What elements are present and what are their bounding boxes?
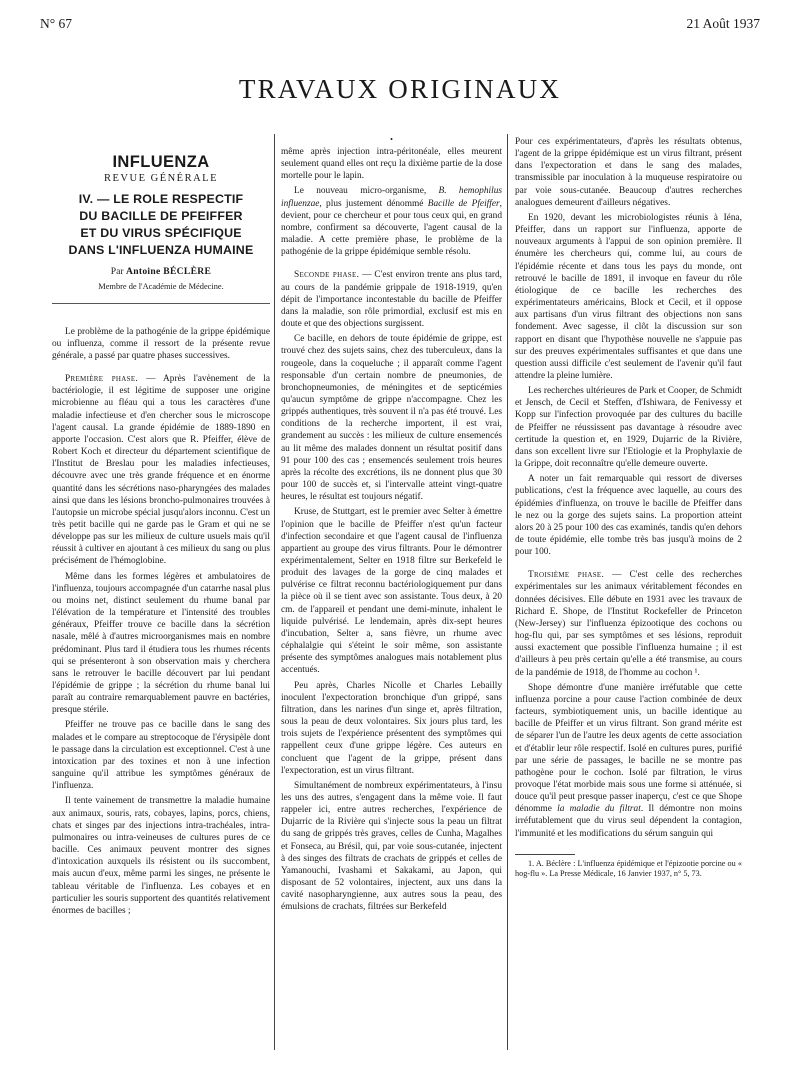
paragraph-text: . Il démontre non moins irréfutablement que du virus seul dépendent la contagion, l'immunité et les modifications du sérum sanguin qui (515, 804, 742, 839)
article-title-block (52, 153, 270, 304)
issue-date: 21 Août 1937 (686, 16, 760, 31)
paragraph-text: , plus justement dénommé (319, 198, 428, 209)
paragraph: En 1920, devant les microbiologistes réunis à Iéna, Pfeiffer, dans un rapport sur l'influenza, apporte de nouveaux arguments à l'appui de son opinion première. Il énumère les chercheurs qui, comme lui, au cours de l'épidémie récente et dans tous les pays du monde, ont retrouvé le bacille de 1891, il invoque en faveur du rôle étiologique de ce bacille les recherches des expérimentateurs américains, Block et Cecil, et il oppose aux partisans d'un virus filtrant des objections non sans fondement. Avec sagesse, il clôt la discussion sur son rapport en disant que l'hypothèse nouvelle ne s'appuie pas sur des preuves expérimentales suffisantes et que dans une question aussi difficile c'est seulement de l'avenir qu'il faut attendre la pleine lumière. (515, 212, 742, 381)
paragraph-text: Le nouveau micro-organisme, (294, 186, 439, 197)
part-title-line: DU BACILLE DE PFEIFFER (79, 209, 243, 224)
bacillus-name: Bacille de Pfeiffer (427, 198, 500, 209)
footnote-rule (515, 854, 575, 855)
emphasis: la maladie du filtrat (557, 804, 641, 815)
author-prefix: Par (110, 266, 124, 278)
column-rule-2 (507, 134, 508, 1050)
paragraph-text: — Après l'avènement de la bactériologie, il est légitime de supposer une origine microbienne au fléau qui a tous les caractères d'une maladie infectieuse et d'en chercher sous le microscope l'agent causal. La grande épidémie de 1889-1890 en apporte l'occasion. C'est alors que R. Pfeiffer, élève de Robert Koch et directeur du département scientifique de l'Institut de Breslau pour les maladies infectieuses, découvre avec une très grande fréquence et en énorme quantité dans les sécrétions naso-pharyngées des malades ainsi que dans les lésions broncho-pulmonaires trouvées à l'autopsie un microbe spécial jusqu'alors inconnu. C'est un très petit bacille qui ne garde pas le Gram et qui ne se développe pas sur les milieux de culture usuels mais qu'il réussit à cultiver en ajoutant à ces milieux du sang ou plus précisément de l'hémoglobine. (52, 374, 270, 567)
paragraph: Kruse, de Stuttgart, est le premier avec Selter à émettre l'opinion que le bacille de Pfeiffer n'est qu'un facteur d'infection secondaire et que l'agent causal de l'influenza appartient au groupe des virus filtrants. Pour le démontrer expérimentalement, Selter en 1918 filtre sur Berkefeld le produit des lavages de la gorge de cinq malades et pulvérise ce filtrat reconnu bactériologiquement pur dans la pièce où il se tient avec son assistante. Tous deux, à 20 cm. de l'appareil et pendant une demi-minute, inhalent le liquide pulvérisé. Le lendemain, après dix-sept heures d'incubation, Selter a, sans fièvre, un rhume avec céphalalgie qui s'éteint le soir même, son assistante présente des symptômes analogues mais notablement plus accentués. (281, 507, 502, 676)
paragraph (281, 185, 502, 258)
phase-heading: Première phase. (65, 374, 139, 385)
article-subtitle: REVUE GÉNÉRALE (103, 173, 219, 185)
paragraph: Même dans les formes légères et ambulatoires de l'influenza, toujours accompagnée d'un catarrhe nasal plus ou moins net, distinct seulement du rhume banal par l'élévation de la température et l'intensité des troubles généraux, Pfeiffer trouve ce bacille dans la sécrétion nasale, mêlé à d'autres microorganismes mais en nombre prédominant. Plus tard il étudiera tous les rhumes récents qui se présenteront à son observation mais y cherchera sans le retrouver le bacille découvert par lui pendant l'épidémie de grippe ; la sécrétion du rhume banal lui paraît au contraire remarquablement pauvre en bactéries, presque stérile. (52, 571, 270, 716)
ornament: • (390, 135, 393, 144)
paragraph: Les recherches ultérieures de Park et Cooper, de Schmidt et Jensch, de Cecil et Steffen, d'Ishiwara, de Fenivessy et Kopp sur l'infection provoquée par des cultures du bacille de Pfeiffer ne réussissent pas davantage à résoudre avec certitude la question et, en 1929, Dujarric de la Rivière, dans son excellent livre sur l'Etiologie et la Prophylaxie de la Grippe, doit reconnaître qu'elle demeure ouverte. (515, 386, 742, 470)
title-separator (52, 303, 270, 304)
paragraph-text: — C'est celle des recherches expérimentales sur les animaux véritablement fécondes en données décisives. Elle débute en 1931 avec les travaux de Richard E. Shope, de l'Institut Rockefeller de Princeton (New-Jersey) sur l'influenza épizootique des cochons ou hog-flu qui, par ses symptômes et ses lésions, reproduit aussi exactement que possible l'influenza humaine ; il est d'ailleurs à peu près certain qu'elle a été transmise, au cours de la pandémie de 1918, de l'homme au cochon ¹. (515, 570, 742, 678)
article-title: INFLUENZA (112, 153, 210, 171)
intro-paragraph: Le problème de la pathogénie de la grippe épidémique ou influenza, comme il ressort de la présente revue générale, a passé par quatre phases successives. (52, 326, 270, 361)
paragraph (515, 569, 742, 678)
paragraph: Peu après, Charles Nicolle et Charles Lebailly inoculent l'expectoration bronchique d'un grippé, sans filtration, dans les narines d'un singe et, après filtration, sous la peau de deux volontaires. Six jours plus tard, les trois sujets de l'expérience présentent des symptômes qui rappellent ceux d'une grippe légère. Ces auteurs en concluent que l'agent de la grippe, présent dans l'expectoration, est un virus filtrant. (281, 680, 502, 776)
paragraph (281, 269, 502, 330)
paragraph (515, 682, 742, 840)
paragraph: Simultanément de nombreux expérimentateurs, à l'insu les uns des autres, s'engagent dans la même voie. Il faut rappeler ici, entre autres recherches, l'expérience de Dujarric de la Rivière qui s'injecte sous la peau un filtrat du sang de grippés très graves, celles de Cunha, Magalhes et Fonseca, au Brésil, qui, par voie sous-cutanée, injectent à des singes des filtrats de crachats de grippés et celles de Yamanouchi, Ivashami et Sakakami, au Japon, qui disposant de 52 volontaires, injectent, aux uns dans la cavité nasopharyngienne, aux autres sous la peau, des émulsions de crachats, filtrées sur Berkefeld (281, 780, 502, 913)
author-line (52, 266, 270, 278)
footnote: 1. A. Béclère : L'influenza épidémique et l'épizootie porcine ou « hog-flu ». La Presse Médicale, 16 Janvier 1937, n° 5, 73. (515, 858, 742, 879)
paragraph: Il tente vainement de transmettre la maladie humaine aux animaux, souris, rats, cobayes, lapins, porcs, chiens, chats et singes par des injections intra-trachéales, intra-pulmonaires ou intra-veineuses de cultures pures de ce bacille. Ces animaux peuvent montrer des signes d'intoxication auxquels ils résistent ou ils succombent, mais aucun d'eux, même parmi les singes, ne présente le tableau véritable de l'influenza. Les cobayes et en particulier les souris supportent des quantités relativement énormes de bacilles ; (52, 796, 270, 916)
paragraph (52, 373, 270, 568)
author-affiliation: Membre de l'Académie de Médecine. (98, 282, 224, 292)
column-2 (281, 136, 502, 917)
paragraph: Pfeiffer ne trouve pas ce bacille dans le sang des malades et le compare au streptocoque de l'érysipèle dont le passage dans la circulation est exceptionnel. C'est à une intoxication par des toxines et non à une infection sanguine qu'il attribue les symptômes généraux de l'influenza. (52, 720, 270, 792)
part-title-line: ET DU VIRUS SPÉCIFIQUE (80, 226, 242, 241)
phase-heading: Troisième phase. (528, 570, 605, 581)
article-part-title (52, 191, 270, 259)
paragraph: A noter un fait remarquable qui ressort de diverses publications, c'est la fréquence avec laquelle, au cours des épidémies d'influenza, on trouve le bacille de Pfeiffer dans le nez ou la gorge des sujets sains. La proportion atteint alors 20 à 25 pour 100 des cas examinés, tandis qu'en dehors de toute épidémie, elle tombe très bas jusqu'à moins de 2 pour 100. (515, 474, 742, 558)
paragraph: Pour ces expérimentateurs, d'après les résultats obtenus, l'agent de la grippe épidémique est un virus filtrant, présent dans l'expectoration et dans le sang des malades, transmissible par inoculation à la muqueuse respiratoire ou par voie sous-cutanée. Beaucoup d'autres recherches analogues demeurent d'ailleurs négatives. (515, 137, 742, 208)
paragraph-text: — C'est environ trente ans plus tard, au cours de la pandémie grippale de 1918-1919, qu'en dépit de l'importance incontestable du bacille de Pfeiffer dans la maladie, son rôle primordial, exclusif est mis en doute et que des objections surgissent. (281, 270, 502, 330)
part-title-line: IV. — LE ROLE RESPECTIF (78, 192, 244, 207)
issue-number: N° 67 (40, 16, 73, 31)
phase-heading: Seconde phase. (294, 270, 360, 281)
paragraph: même après injection intra-péritonéale, elles meurent seulement quand elles ont reçu la dixième partie de la dose mortelle pour le lapin. (281, 147, 502, 182)
column-rule-1 (274, 134, 275, 1050)
author-name: Antoine BÉCLÈRE (125, 266, 212, 278)
column-3 (515, 136, 742, 880)
paragraph: Ce bacille, en dehors de toute épidémie de grippe, est trouvé chez des sujets sains, chez des tuberculeux, dans la rougeole, dans la coqueluche ; il apparaît comme l'agent responsable d'un certain nombre de pneumonies, de bronchopneumonies, de méningites et de septicémies qu'aucun symptôme de grippe n'accompagne. Chez les grippés authentiques, très souvent il n'a pas été trouvé. Les conditions de la recherche importent, il est vrai, grandement au succès : les milieux de culture ensemencés au lit même des malades donnent un résultat positif dans 91 pour 100 des cas ; ensemencés seulement trois heures après la récolte des excrétions, ils ne donnent plus que 30 pour 100 de succès et, si l'intervalle atteint vingt-quatre heures, le résultat est toujours négatif. (281, 334, 502, 503)
page-header (0, 16, 800, 40)
species-name: B. hemophilus influenzae (281, 186, 502, 209)
part-title-line: DANS L'INFLUENZA HUMAINE (68, 243, 254, 258)
paragraph-text: , devient, pour ce chercheur et pour tous ceux qui, en grand nombre, confirment sa découverte, l'agent causal de la maladie. A cette première phase, le problème de la pathogénie de la grippe épidémique semble résolu. (281, 198, 502, 258)
column-1 (52, 136, 270, 920)
section-masthead: TRAVAUX ORIGINAUX (238, 74, 562, 104)
paragraph-text: Shope démontre d'une manière irréfutable que cette influenza porcine a pour cause l'action combinée de deux facteurs, symbiotiquement unis, un bacille identique au bacille de Pfeiffer et un virus filtrant. Son grand mérite est de séparer l'un de l'autre les deux agents de cette association et d'établir leur rôle respectif. Isolé en cultures pures, purifié par une série de passages, le bacille ne se montre pas pathogène pour le cochon. Isolé par filtration, le virus provoque l'état morbide mais sous une forme si atténuée, si douce qu'il peut presque passer inaperçu, c'est ce que Shope dénomme (515, 682, 742, 815)
